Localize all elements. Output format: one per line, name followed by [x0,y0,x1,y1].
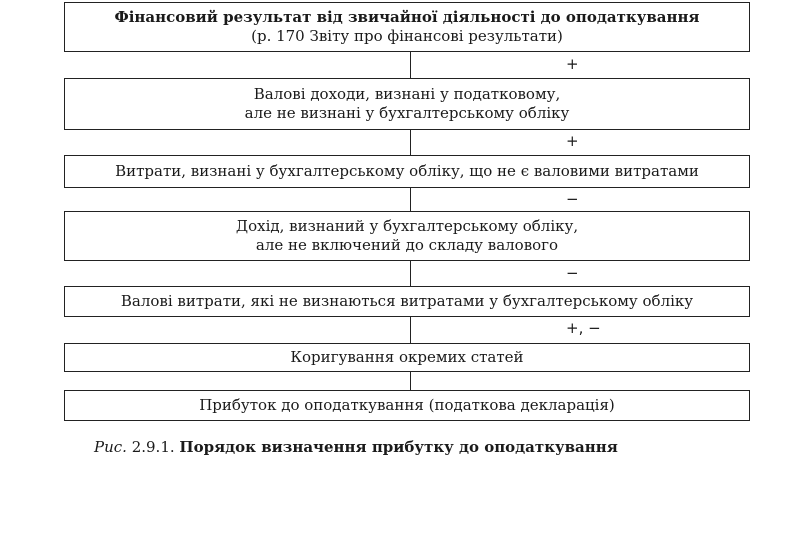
box-gross-expenses-line1: Валові витрати, які не визнаються витратами у бухгалтерському обліку [120,292,694,310]
box-accounting-income-line1: Дохід, визнаний у бухгалтерському обліку, [235,217,579,235]
connector-3 [410,188,411,211]
box-accounting-income-line2: але не включений до складу валового [255,236,559,254]
caption-number: 2.9.1. [126,438,180,456]
connector-1 [410,52,411,78]
sign-5: +, − [566,319,601,337]
box-gross-income-line2: але не визнані у бухгалтерському обліку [244,104,570,122]
connector-6 [410,372,411,390]
box-accounting-income [64,211,750,261]
connector-4 [410,261,411,286]
sign-2: + [566,132,579,150]
sign-3: − [566,190,579,208]
connector-2 [410,130,411,155]
connector-5 [410,317,411,343]
box-accounting-expenses [64,155,750,188]
caption-title: Порядок визначення прибутку до оподаткування [179,438,618,456]
box-gross-income-line1: Валові доходи, визнані у податковому, [253,85,561,103]
box-adjustments [64,343,750,372]
box-financial-result-line2: (р. 170 Звіту про фінансові результати) [251,27,563,45]
sign-1: + [566,55,579,73]
box-taxable-profit [64,390,750,421]
box-financial-result-line1: Фінансовий результат від звичайної діяльності до оподаткування [114,8,700,26]
box-gross-income [64,78,750,130]
figure-caption [94,438,618,456]
box-taxable-profit-line1: Прибуток до оподаткування (податкова декларація) [199,396,615,414]
box-adjustments-line1: Коригування окремих статей [290,348,524,366]
box-accounting-expenses-line1: Витрати, визнані у бухгалтерському обліку, що не є валовими витратами [115,162,699,180]
box-gross-expenses [64,286,750,317]
caption-prefix: Рис. [94,438,127,456]
box-financial-result [64,2,750,52]
sign-4: − [566,264,579,282]
